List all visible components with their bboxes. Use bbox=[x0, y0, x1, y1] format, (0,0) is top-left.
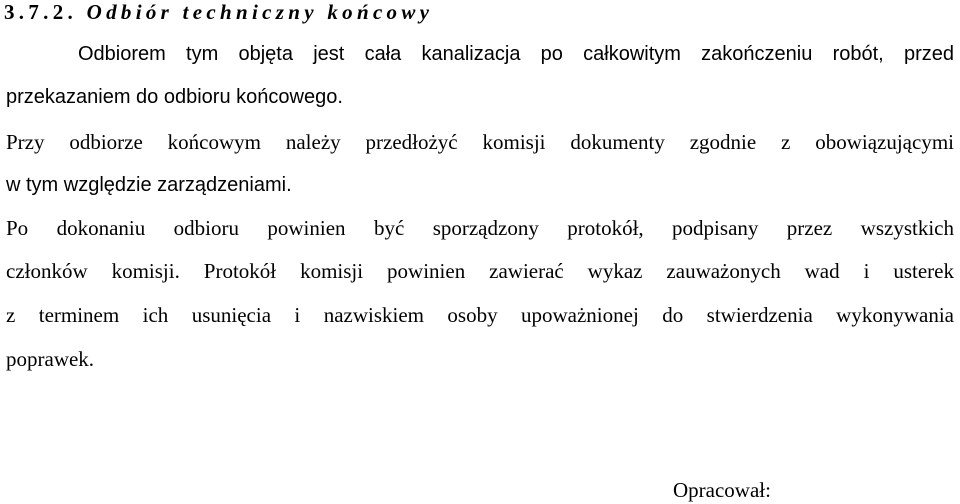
paragraph-2-line-2: w tym względzie zarządzeniami. bbox=[6, 174, 292, 196]
paragraph-3-line-3: z terminem ich usunięcia i nazwiskiem osoby upoważnionej do stwierdzenia wykonywania bbox=[6, 303, 954, 327]
section-title: Odbiór techniczny końcowy bbox=[86, 0, 434, 24]
paragraph-3-line-1: Po dokonaniu odbioru powinien być sporządzony protokół, podpisany przez wszystkich bbox=[6, 216, 954, 240]
paragraph-1-line-1: Odbiorem tym objęta jest cała kanalizacja po całkowitym zakończeniu robót, przed bbox=[78, 43, 954, 65]
paragraph-3-line-2: członków komisji. Protokół komisji powinien zawierać wykaz zauważonych wad i usterek bbox=[6, 259, 954, 283]
section-heading bbox=[4, 2, 433, 23]
signature-label: Opracował: bbox=[673, 478, 771, 502]
paragraph-1-line-2: przekazaniem do odbioru końcowego. bbox=[6, 86, 343, 108]
paragraph-3-line-4: poprawek. bbox=[6, 347, 95, 371]
paragraph-2-line-1: Przy odbiorze końcowym należy przedłożyć komisji dokumenty zgodnie z obowiązującymi bbox=[6, 130, 954, 154]
section-number: 3.7.2. bbox=[4, 0, 78, 24]
